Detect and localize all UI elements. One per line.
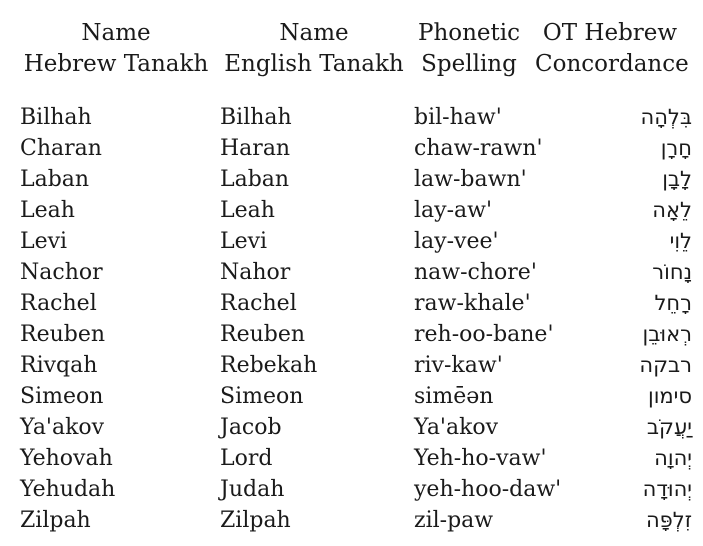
hebrew-script-cell: רבקה — [639, 353, 692, 377]
hebrew-script-cell: לֵאָה — [652, 198, 692, 222]
header-line: OT Hebrew — [542, 20, 678, 46]
header-line: Hebrew Tanakh — [23, 51, 209, 77]
header-line: English Tanakh — [224, 51, 404, 77]
phonetic-cell: lay-vee' — [414, 229, 499, 254]
english-name-cell: Haran — [220, 136, 291, 161]
english-name-cell: Bilhah — [220, 105, 292, 130]
english-name-cell: Reuben — [220, 322, 306, 347]
hebrew-script-cell: בִּלְהָה — [640, 105, 692, 129]
header-hebrew-tanakh — [18, 18, 214, 80]
header-line: Name — [81, 20, 151, 46]
hebrew-script-cell: חָרָן — [660, 136, 692, 160]
hebrew-script-cell: יְהוָה — [654, 446, 692, 470]
hebrew-name-cell: Yehudah — [20, 477, 116, 502]
english-name-cell: Levi — [220, 229, 268, 254]
hebrew-name-cell: Laban — [20, 167, 90, 192]
hebrew-name-cell: Zilpah — [20, 508, 91, 533]
phonetic-cell: Ya'akov — [414, 415, 499, 440]
header-english-tanakh — [216, 18, 412, 80]
hebrew-name-cell: Rachel — [20, 291, 97, 316]
hebrew-name-cell: Simeon — [20, 384, 104, 409]
phonetic-cell: Yeh-ho-vaw' — [414, 446, 547, 471]
header-line: Concordance — [535, 51, 689, 77]
phonetic-cell: lay-aw' — [414, 198, 493, 223]
phonetic-cell: reh-oo-bane' — [414, 322, 554, 347]
english-name-cell: Rebekah — [220, 353, 318, 378]
header-line: Name — [279, 20, 349, 46]
hebrew-script-cell: רְאוּבֵן — [642, 322, 692, 346]
hebrew-name-cell: Ya'akov — [20, 415, 105, 440]
phonetic-cell: riv-kaw' — [414, 353, 503, 378]
english-name-cell: Rachel — [220, 291, 297, 316]
header-line: Phonetic — [417, 20, 521, 46]
hebrew-script-cell: נָחוֹר — [652, 260, 692, 284]
english-name-cell: Leah — [220, 198, 275, 223]
hebrew-name-cell: Rivqah — [20, 353, 98, 378]
header-line: Spelling — [421, 51, 517, 77]
hebrew-name-cell: Bilhah — [20, 105, 92, 130]
phonetic-cell: chaw-rawn' — [414, 136, 543, 161]
english-name-cell: Laban — [220, 167, 290, 192]
hebrew-name-cell: Levi — [20, 229, 68, 254]
phonetic-cell: law-bawn' — [414, 167, 527, 192]
hebrew-name-cell: Reuben — [20, 322, 106, 347]
header-ot-hebrew-concordance — [535, 18, 689, 80]
phonetic-cell: bil-haw' — [414, 105, 502, 130]
header-phonetic-spelling — [410, 18, 528, 80]
hebrew-script-cell: סימון — [647, 384, 692, 408]
hebrew-script-cell: יְהוּדָה — [642, 477, 692, 501]
phonetic-cell: yeh-hoo-daw' — [414, 477, 562, 502]
english-name-cell: Simeon — [220, 384, 304, 409]
english-name-cell: Lord — [220, 446, 273, 471]
hebrew-name-cell: Charan — [20, 136, 102, 161]
hebrew-script-cell: לָבָן — [662, 167, 692, 191]
hebrew-script-cell: יַעֲקֹב — [646, 415, 692, 439]
hebrew-name-cell: Yehovah — [20, 446, 113, 471]
english-name-cell: Jacob — [220, 415, 282, 440]
phonetic-cell: naw-chore' — [414, 260, 537, 285]
hebrew-script-cell: לֵוִי — [669, 229, 692, 253]
hebrew-name-cell: Nachor — [20, 260, 103, 285]
hebrew-script-cell: רָחֵל — [654, 291, 692, 315]
hebrew-script-cell: זִלְפָּה — [645, 508, 692, 532]
english-name-cell: Nahor — [220, 260, 291, 285]
english-name-cell: Zilpah — [220, 508, 291, 533]
phonetic-cell: simēən — [414, 384, 494, 409]
phonetic-cell: raw-khale' — [414, 291, 531, 316]
hebrew-name-cell: Leah — [20, 198, 75, 223]
english-name-cell: Judah — [220, 477, 285, 502]
phonetic-cell: zil-paw — [414, 508, 494, 533]
